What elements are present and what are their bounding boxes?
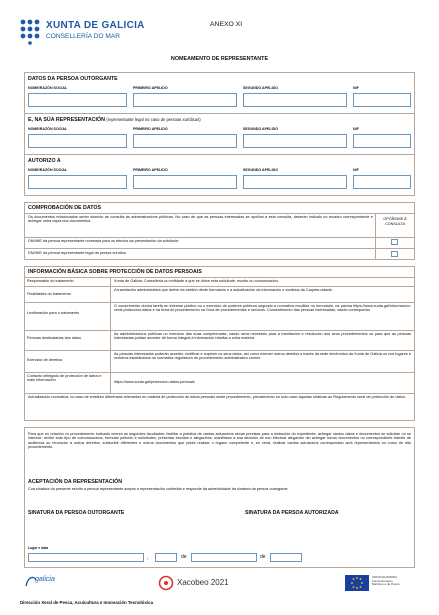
table-row bbox=[25, 372, 414, 393]
comprobacion-row: DNI/NIE da persoa representante legal da persoa xurídica bbox=[28, 251, 126, 255]
divider bbox=[25, 213, 414, 214]
department-name: CONSELLERÍA DO MAR bbox=[46, 33, 121, 40]
oppose-header: OPÓÑOME Á CONSULTA bbox=[383, 217, 407, 226]
field-label: NOME/RAZÓN SOCIAL bbox=[28, 86, 68, 90]
table-value: As persoas interesadas poderán acceder, rectificar e suprimir os seus datos, así como exercer outros dereitos a través da sede electrónica da Xunta de Galicia ou nos lugares e rexistros establecidos na normativa reguladora do procedemento administrativo común. bbox=[114, 352, 411, 361]
de-label: de bbox=[260, 554, 266, 560]
sign-right-label: SINATURA DA PERSOA AUTORIZADA bbox=[245, 510, 339, 516]
field-label: PRIMEIRO APELIDO bbox=[133, 127, 168, 131]
section-title: INFORMACIÓN BÁSICA SOBRE PROTECCIÓN DE DATOS PERSOAIS bbox=[28, 269, 202, 275]
table-value: A tramitación administrativa que derive da xestión deste formulario e a actualización da información e contidos da Carpeta cidadá. bbox=[114, 288, 333, 292]
field-label: NIF bbox=[353, 168, 359, 172]
galicia-logo-text: galicia bbox=[35, 576, 55, 583]
brand-name: XUNTA DE GALICIA bbox=[46, 20, 145, 31]
primeiro-apelido-input[interactable] bbox=[133, 93, 237, 107]
segundo-apelido-input[interactable] bbox=[243, 134, 347, 148]
section-autorizo bbox=[24, 154, 415, 196]
table-key: Finalidades do tratamento bbox=[25, 287, 111, 302]
nif-input[interactable] bbox=[353, 134, 411, 148]
table-key: Persoas destinatarias dos datos bbox=[25, 331, 111, 350]
comprobacion-row: DNI/NIE da persoa representante nomeada para os efectos da presentación da solicitude bbox=[28, 239, 179, 243]
xacobeo-logo-icon bbox=[158, 575, 248, 591]
comprobacion-intro: Os documentos relacionados serán obxecto de consulta ás administracións públicas. No caso de que as persoas interesadas se opoñan a esta consulta, deberán indicalo no recadro correspondente e achegar unha copia dos documentos. bbox=[28, 215, 373, 224]
section-facultades bbox=[24, 427, 415, 568]
section-representacion bbox=[24, 113, 415, 155]
field-label: NIF bbox=[353, 127, 359, 131]
table-value: As administracións públicas no exercicio das súas competencias, cando sexa necesario para a tramitación e resolución dos seus procedementos ou para que as persoas interesadas poidan acceder de forma íntegral á información relativa a unha materia. bbox=[114, 332, 411, 341]
table-value: O cumprimento dunha tarefa en interese público ou o exercicio de poderes públicos segundo a normativa recollida no formulario, na páxina https://www.xunta.gal/informacion-xeral-proteccion-datos e na ficha do procedemento na Guía de procedementos e servizos. Consentimento das persoas interesadas, cando corresponda. bbox=[114, 304, 411, 313]
primeiro-apelido-input[interactable] bbox=[133, 134, 237, 148]
comma-separator: , bbox=[147, 555, 149, 561]
table-value: https://www.xunta.gal/proteccion-datos-persoais bbox=[114, 380, 195, 384]
year-input[interactable] bbox=[270, 553, 302, 562]
table-key: Lexitimación para o tratamento bbox=[25, 303, 111, 330]
table-row bbox=[25, 286, 414, 302]
directorate-text: Dirección Xeral de Pesca, Acuicultura e Innovación Tecnolóxica bbox=[20, 600, 153, 605]
field-label: NOME/RAZÓN SOCIAL bbox=[28, 168, 68, 172]
table-key: Exercicio de dereitos bbox=[25, 351, 111, 372]
table-row bbox=[25, 277, 414, 286]
section-outorgante bbox=[24, 72, 415, 114]
eu-fund-text: UNIÓN EUROPEA Fondo Europeo Marítimo e de Pesca bbox=[372, 575, 400, 587]
table-row bbox=[25, 302, 414, 330]
de-label: de bbox=[181, 554, 187, 560]
proteccion-footer: Actualización normativa: no caso de existiren diferenzas relevantes en materia de protección de datos persoais neste procedemento, prevalecerán no todo caso aquelas relativas ao Regulamento xeral de protección de datos. bbox=[28, 395, 406, 399]
oppose-checkbox[interactable] bbox=[391, 251, 398, 257]
nif-input[interactable] bbox=[353, 175, 411, 189]
table-value: Xunta de Galicia. Consellería ou entidade á que se dirixe esta solicitude, escrito ou comunicación. bbox=[114, 279, 279, 283]
field-label: PRIMEIRO APELIDO bbox=[133, 86, 168, 90]
table-row bbox=[25, 330, 414, 350]
field-label: SEGUNDO APELIDO bbox=[243, 127, 279, 131]
nome-input[interactable] bbox=[28, 134, 127, 148]
acceptance-title: ACEPTACIÓN DA REPRESENTACIÓN bbox=[28, 479, 123, 485]
table-key: Contacto delegado de protección de datos e máis información bbox=[25, 373, 111, 393]
acceptance-text: Coa sinatura do presente escrito a persoa representante acepta a representación conferida e responde da autenticidade da sinatura da persoa outorgante bbox=[28, 487, 288, 491]
field-label: SEGUNDO APELIDO bbox=[243, 168, 279, 172]
divider bbox=[25, 248, 414, 249]
section-proteccion bbox=[24, 266, 415, 421]
annex-label: ANEXO XI bbox=[210, 21, 243, 28]
place-input[interactable] bbox=[28, 553, 144, 562]
place-date-label: Lugar e data bbox=[28, 546, 49, 550]
nome-input[interactable] bbox=[28, 175, 127, 189]
section-title: DATOS DA PERSOA OUTORGANTE bbox=[28, 76, 118, 82]
faculties-text: Para que en relación co procedemento indicado exerza as seguintes facultades: facilitar a práctica de cantas actuacións sexan precisas para a instrución do expediente, achegar cantos datos e documentos se solicitan ou se interese, recibir todo tipo de comunicacións, formular petición e solicitudes, presentar escritos e alegacións, manifestar a súa decisión de non efectuar alegación nin achegar novos documentos no correspondente trámite de audiencia ou renunciar a outros dereitos, subscribir diferentes e outros documentos que poida realizar o órgano competente e, en xeral, realizar cantas actuacións correspondan ao/s representado/s no curso do dito procedemento. bbox=[28, 432, 411, 450]
section-title: COMPROBACIÓN DE DATOS bbox=[28, 205, 102, 211]
section-title bbox=[28, 117, 201, 123]
field-label: NIF bbox=[353, 86, 359, 90]
section-title-text: E, NA SÚA REPRESENTACIÓN bbox=[28, 117, 105, 123]
section-title-note: (representante legal no caso de persoas xurídicas) bbox=[106, 117, 201, 122]
nome-input[interactable] bbox=[28, 93, 127, 107]
field-label: PRIMEIRO APELIDO bbox=[133, 168, 168, 172]
xunta-logo-icon bbox=[19, 18, 41, 45]
section-comprobacion bbox=[24, 202, 415, 260]
oppose-checkbox[interactable] bbox=[391, 239, 398, 245]
day-input[interactable] bbox=[155, 553, 177, 562]
page-title: NOMEAMENTO DE REPRESENTANTE bbox=[170, 56, 269, 62]
section-title: AUTORIZO A bbox=[28, 158, 61, 164]
primeiro-apelido-input[interactable] bbox=[133, 175, 237, 189]
field-label: NOME/RAZÓN SOCIAL bbox=[28, 127, 68, 131]
segundo-apelido-input[interactable] bbox=[243, 93, 347, 107]
nif-input[interactable] bbox=[353, 93, 411, 107]
divider bbox=[25, 237, 414, 238]
xacobeo-logo-text: Xacobeo 2021 bbox=[177, 578, 229, 587]
month-input[interactable] bbox=[191, 553, 257, 562]
field-label: SEGUNDO APELIDO bbox=[243, 86, 279, 90]
table-row bbox=[25, 393, 414, 421]
sign-left-label: SINATURA DA PERSOA OUTORGANTE bbox=[28, 510, 125, 516]
segundo-apelido-input[interactable] bbox=[243, 175, 347, 189]
eu-flag-icon bbox=[345, 575, 369, 591]
table-row bbox=[25, 350, 414, 372]
table-key: Responsable do tratamento bbox=[25, 278, 111, 286]
galicia-logo-icon bbox=[24, 574, 64, 588]
